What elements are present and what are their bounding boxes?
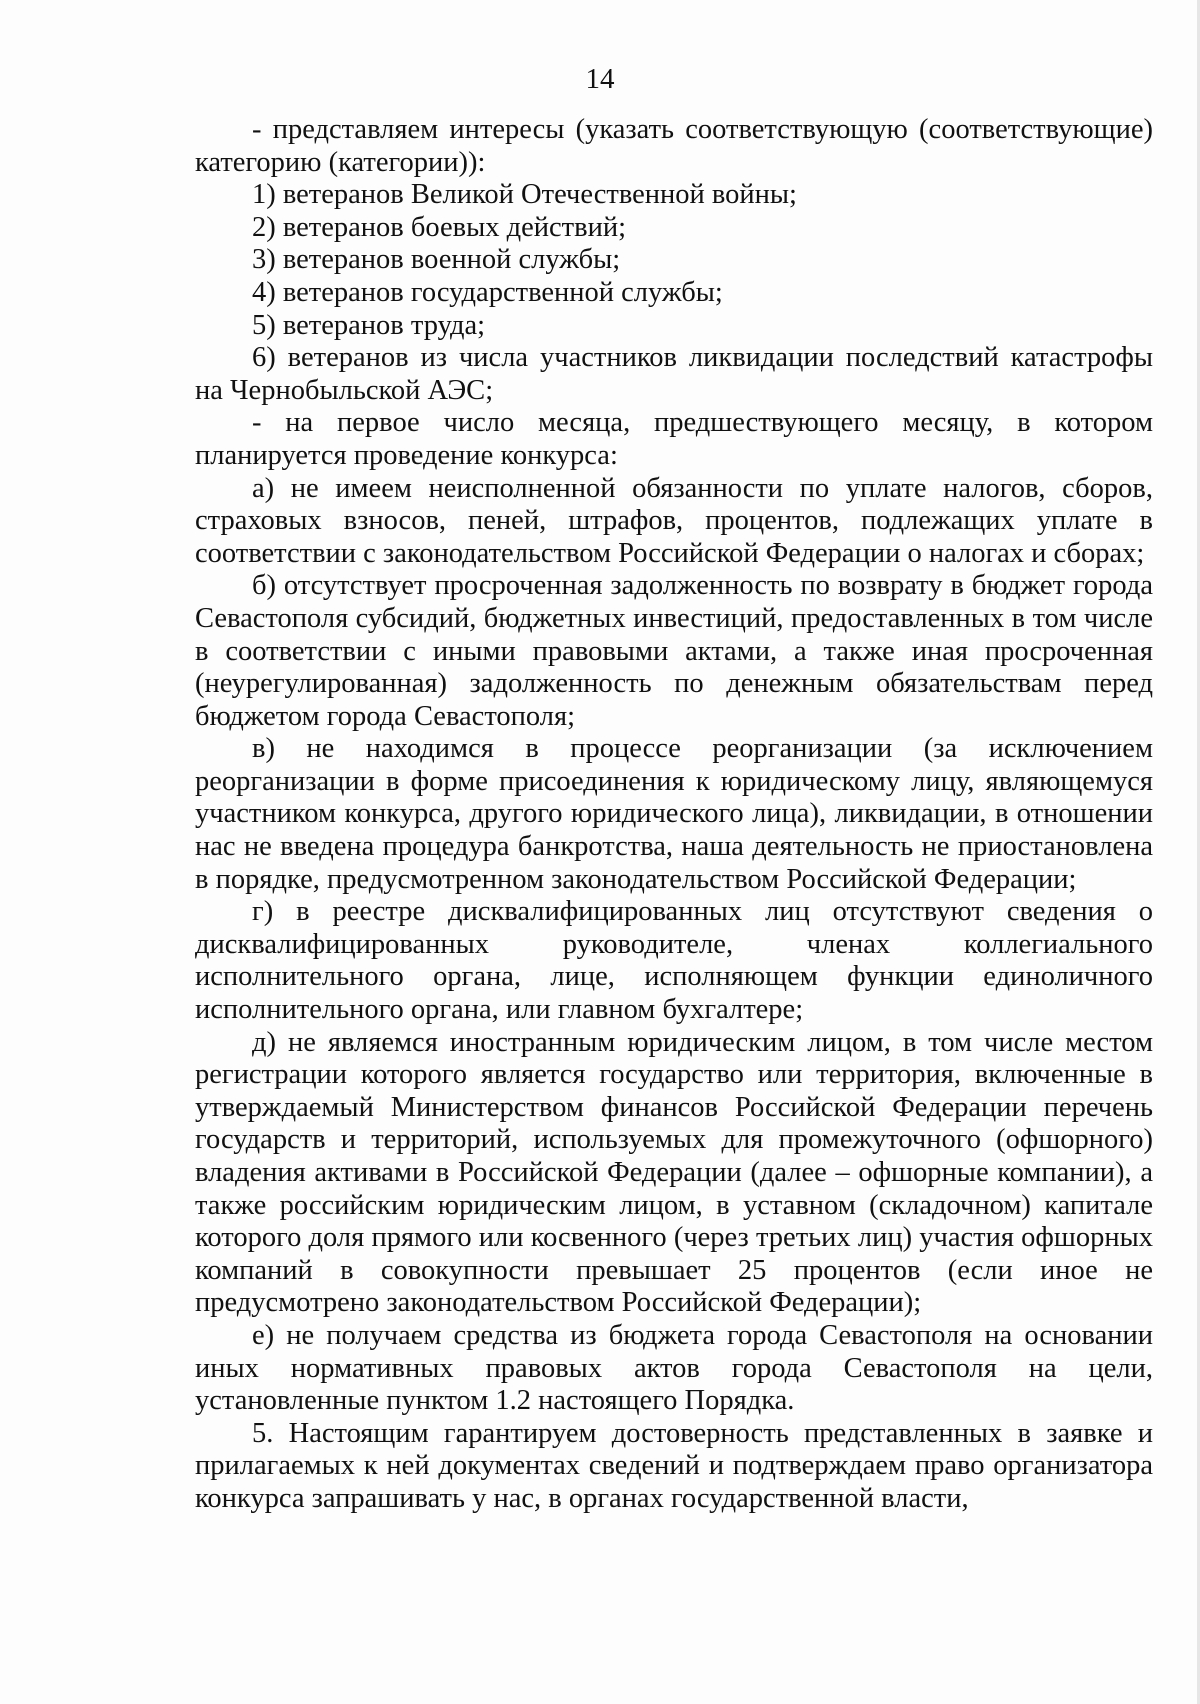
list-item-category-3: 3) ветеранов военной службы;	[252, 244, 621, 276]
paragraph-item-g: г) в реестре дисквалифицированных лиц отсутствуют сведения о дисквалифицированных руководителе, членах коллегиального исполнительного органа, лице, исполняющем функции единоличного исполнительного органа, или главном бухгалтере;	[195, 896, 1153, 1026]
paragraph-item-a: а) не имеем неисполненной обязанности по уплате налогов, сборов, страховых взносов, пеней, штрафов, процентов, подлежащих уплате в соответствии с законодательством Российской Федерации о налогах и сборах;	[195, 472, 1153, 569]
paragraph-item-v: в) не находимся в процессе реорганизации (за исключением реорганизации в форме присоединения к юридическому лицу, являющемуся участником конкурса, другого юридического лица), ликвидации, в отношении нас не введена процедура банкротства, наша деятельность не приостановлена в порядке, предусмотренном законодательством Российской Федерации;	[195, 733, 1153, 895]
list-item-category-6: 6) ветеранов из числа участников ликвидации последствий катастрофы на Чернобыльской АЭС;	[195, 342, 1153, 406]
paragraph-clause-5: 5. Настоящим гарантируем достоверность представленных в заявке и прилагаемых к ней документах сведений и подтверждаем право организатора конкурса запрашивать у нас, в органах государственной власти,	[195, 1417, 1153, 1514]
paragraph-item-b: б) отсутствует просроченная задолженность по возврату в бюджет города Севастополя субсидий, бюджетных инвестиций, предоставленных в том числе в соответствии с иными правовыми актами, а также иная просроченная (неурегулированная) задолженность по денежным обязательствам перед бюджетом города Севастополя;	[195, 570, 1153, 732]
document-body	[195, 114, 1153, 1516]
paragraph-interests-intro: - представляем интересы (указать соответствующую (соответствующие) категорию (категории)):	[195, 114, 1153, 178]
list-item-category-1: 1) ветеранов Великой Отечественной войны;	[252, 179, 797, 211]
list-item-category-5: 5) ветеранов труда;	[252, 309, 486, 341]
page-number: 14	[585, 63, 615, 95]
paragraph-first-day-of-month: - на первое число месяца, предшествующего месяцу, в котором планируется проведение конкурса:	[195, 407, 1153, 471]
paragraph-item-e: е) не получаем средства из бюджета города Севастополя на основании иных нормативных правовых актов города Севастополя на цели, установленные пунктом 1.2 настоящего Порядка.	[195, 1319, 1153, 1417]
list-item-category-4: 4) ветеранов государственной службы;	[252, 276, 723, 308]
list-item-category-2: 2) ветеранов боевых действий;	[252, 211, 627, 243]
paragraph-item-d: д) не являемся иностранным юридическим лицом, в том числе местом регистрации которого является государство или территория, включенные в утверждаемый Министерством финансов Российской Федерации перечень государств и территорий, используемых для промежуточного (офшорного) владения активами в Российской Федерации (далее – офшорные компании), а также российским юридическим лицом, в уставном (складочном) капитале которого доля прямого или косвенного (через третьих лиц) участия офшорных компаний в совокупности превышает 25 процентов (если иное не предусмотрено законодательством Российской Федерации);	[195, 1026, 1153, 1319]
